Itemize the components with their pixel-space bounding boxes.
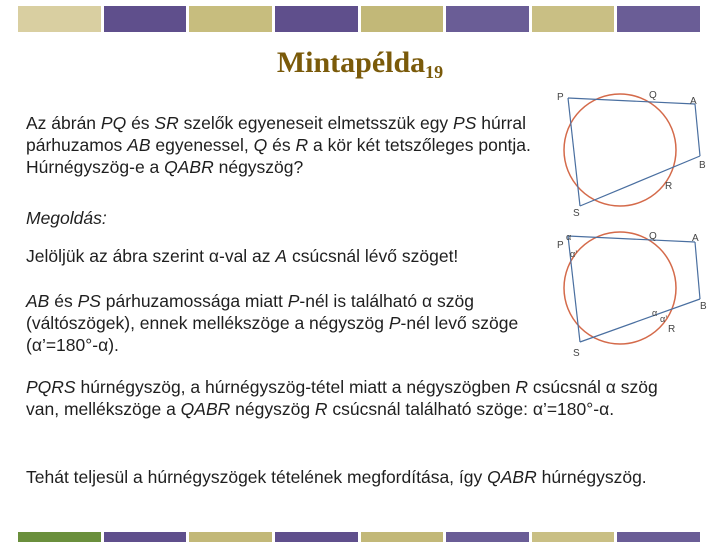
label-b: B	[700, 301, 707, 312]
decor-segment	[617, 6, 700, 32]
decor-segment	[446, 6, 529, 32]
figure-circle-angles	[540, 224, 715, 364]
decor-segment	[532, 6, 615, 32]
label-b: B	[699, 160, 706, 171]
bottom-decor-strip	[18, 532, 700, 542]
decor-segment	[446, 532, 529, 542]
figure-circle-quadrilateral	[540, 86, 715, 221]
line-sr	[580, 156, 700, 206]
decor-segment	[18, 6, 101, 32]
decor-segment	[104, 532, 187, 542]
label-r: R	[668, 324, 676, 335]
decor-segment	[361, 6, 444, 32]
line-ab	[695, 104, 700, 156]
line-pq	[568, 236, 695, 242]
label-r: R	[665, 181, 673, 192]
decor-segment	[275, 6, 358, 32]
page-title: Mintapélda$_{19}$	[276, 46, 444, 82]
decor-segment	[532, 532, 615, 542]
decor-segment	[361, 532, 444, 542]
line-sr	[580, 299, 700, 342]
decor-segment	[275, 532, 358, 542]
conclusion-text: Tehát teljesül a húrnégyszögek tételének megfordítása, így QABR húrnégyszög.	[26, 467, 647, 487]
label-alpha-prime-r: α’	[660, 314, 668, 324]
label-alpha-r: α	[652, 308, 658, 318]
solution-step-3: PQRS húrnégyszög, a húrnégyszög-tétel miatt a négyszögben R csúcsnál α szög van, mellékszöge a QABR négyszög R csúcsnál található szöge: α’=180°-α.	[26, 377, 658, 419]
label-p: P	[557, 92, 564, 103]
label-alpha-p: α	[566, 232, 572, 242]
decor-segment	[189, 532, 272, 542]
decor-segment	[189, 6, 272, 32]
label-a: A	[692, 233, 699, 244]
solution-heading: Megoldás:	[26, 208, 107, 228]
top-decor-strip	[18, 6, 700, 32]
decor-segment	[104, 6, 187, 32]
label-q: Q	[649, 231, 657, 242]
label-s: S	[573, 208, 580, 219]
label-a: A	[690, 96, 697, 107]
label-p: P	[557, 240, 564, 251]
solution-step-1: Jelöljük az ábra szerint α-val az A csúcsnál lévő szöget!	[26, 246, 459, 266]
label-alpha-prime-p: α’	[570, 249, 578, 259]
decor-segment	[18, 532, 101, 542]
label-q: Q	[649, 90, 657, 101]
line-ab	[695, 242, 700, 299]
decor-segment	[617, 532, 700, 542]
line-pq	[568, 98, 695, 104]
problem-text: Az ábrán PQ és SR szelők egyeneseit elmetsszük egy PS húrral párhuzamos AB egyenessel, Q és R a kör két tetszőleges pontja. Húrnégyszög-e a QABR négyszög?	[26, 113, 531, 177]
label-s: S	[573, 348, 580, 359]
chord-ps	[568, 98, 580, 206]
solution-step-2: AB és PS párhuzamossága miatt P-nél is található α szög (váltószögek), ennek mellékszöge a négyszög P-nél levő szöge (α’=180°-α).	[26, 291, 519, 355]
